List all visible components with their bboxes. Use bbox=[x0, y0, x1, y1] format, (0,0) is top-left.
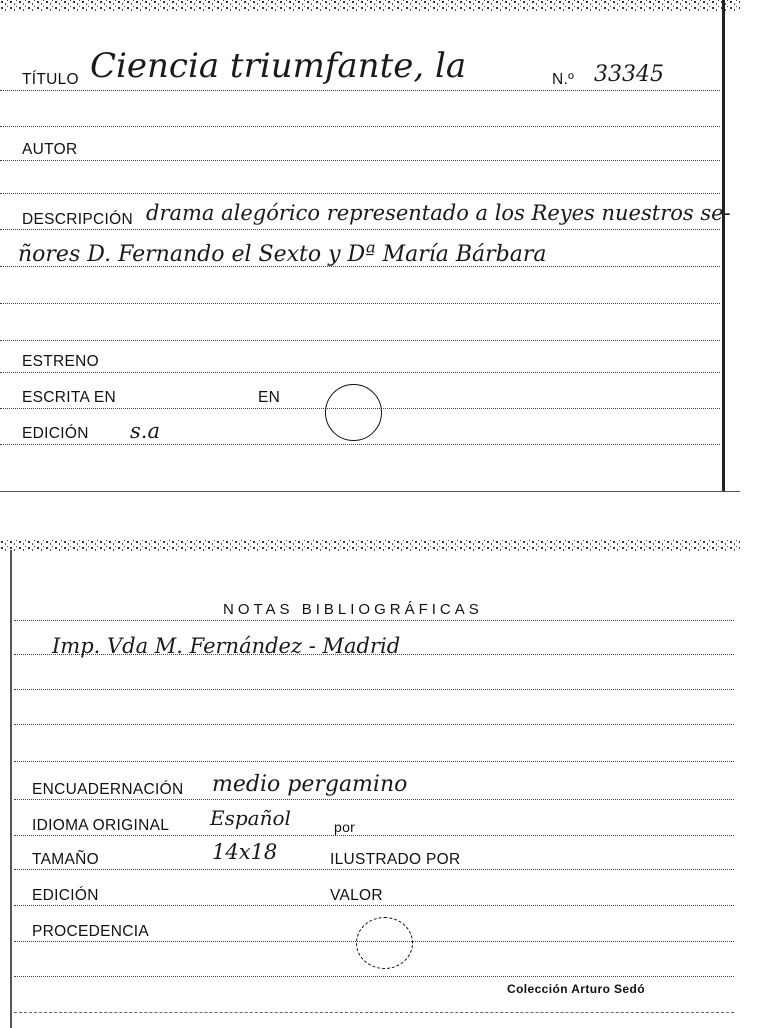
notas-heading: NOTAS BIBLIOGRÁFICAS bbox=[223, 601, 483, 618]
edicion-back-label: EDICIÓN bbox=[32, 887, 99, 904]
notas-line bbox=[14, 654, 734, 655]
descripcion-line bbox=[0, 266, 720, 267]
edicion-line bbox=[0, 444, 720, 445]
por-label: por bbox=[334, 819, 356, 835]
numero-value: 33345 bbox=[594, 62, 664, 87]
catalog-card-front bbox=[0, 0, 740, 492]
descripcion-line bbox=[0, 229, 720, 230]
estreno-line bbox=[0, 372, 720, 373]
catalog-card-back bbox=[0, 540, 740, 1028]
tamano-line bbox=[14, 869, 734, 870]
ilustrado-label: ILUSTRADO POR bbox=[330, 851, 461, 868]
en-label: EN bbox=[258, 389, 281, 406]
idioma-value: Español bbox=[210, 806, 291, 830]
divider-line bbox=[0, 126, 720, 127]
notas-line bbox=[14, 620, 734, 621]
procedencia-label: PROCEDENCIA bbox=[32, 923, 149, 940]
estreno-label: ESTRENO bbox=[22, 353, 100, 370]
autor-label: AUTOR bbox=[22, 141, 78, 158]
tamano-label: TAMAÑO bbox=[32, 851, 99, 868]
blank-line bbox=[14, 689, 734, 690]
descripcion-line-2: ñores D. Fernando el Sexto y Dª María Bárbara bbox=[18, 242, 547, 267]
titulo-value: Ciencia triumfante, la bbox=[90, 46, 467, 86]
numero-label: N.º bbox=[552, 71, 575, 88]
edicion-value: s.a bbox=[130, 419, 160, 443]
titulo-line bbox=[0, 90, 720, 91]
encuadernacion-label: ENCUADERNACIÓN bbox=[32, 781, 184, 798]
escrita-en-label: ESCRITA EN bbox=[22, 389, 117, 406]
descripcion-label: DESCRIPCIÓN bbox=[22, 211, 133, 228]
encuadernacion-value: medio pergamino bbox=[212, 772, 408, 797]
encuadernacion-line bbox=[14, 799, 734, 800]
tamano-value: 14x18 bbox=[212, 840, 278, 864]
library-stamp bbox=[356, 917, 413, 969]
blank-line bbox=[14, 976, 734, 977]
descripcion-line-1: drama alegórico representado a los Reyes nuestros se- bbox=[146, 201, 731, 225]
titulo-label: TÍTULO bbox=[22, 71, 79, 88]
idioma-label: IDIOMA ORIGINAL bbox=[32, 817, 170, 834]
blank-line bbox=[14, 724, 734, 725]
library-stamp bbox=[325, 384, 382, 441]
card-right-edge bbox=[722, 0, 725, 492]
blank-line bbox=[0, 303, 720, 304]
collection-footer: Colección Arturo Sedó bbox=[507, 982, 645, 996]
idioma-line bbox=[14, 835, 734, 836]
scan-noise-top bbox=[0, 0, 740, 12]
edicion-line bbox=[14, 905, 734, 906]
divider-line bbox=[0, 193, 720, 194]
edicion-label: EDICIÓN bbox=[22, 425, 89, 442]
notas-value: Imp. Vda M. Fernández - Madrid bbox=[52, 634, 401, 658]
scan-noise-top bbox=[0, 540, 740, 552]
card-left-edge bbox=[10, 550, 12, 1028]
blank-line bbox=[14, 761, 734, 762]
card-bottom-line bbox=[14, 1012, 734, 1013]
autor-line bbox=[0, 160, 720, 161]
card-bottom-edge bbox=[0, 491, 740, 492]
blank-line bbox=[0, 340, 720, 341]
valor-label: VALOR bbox=[330, 887, 383, 904]
